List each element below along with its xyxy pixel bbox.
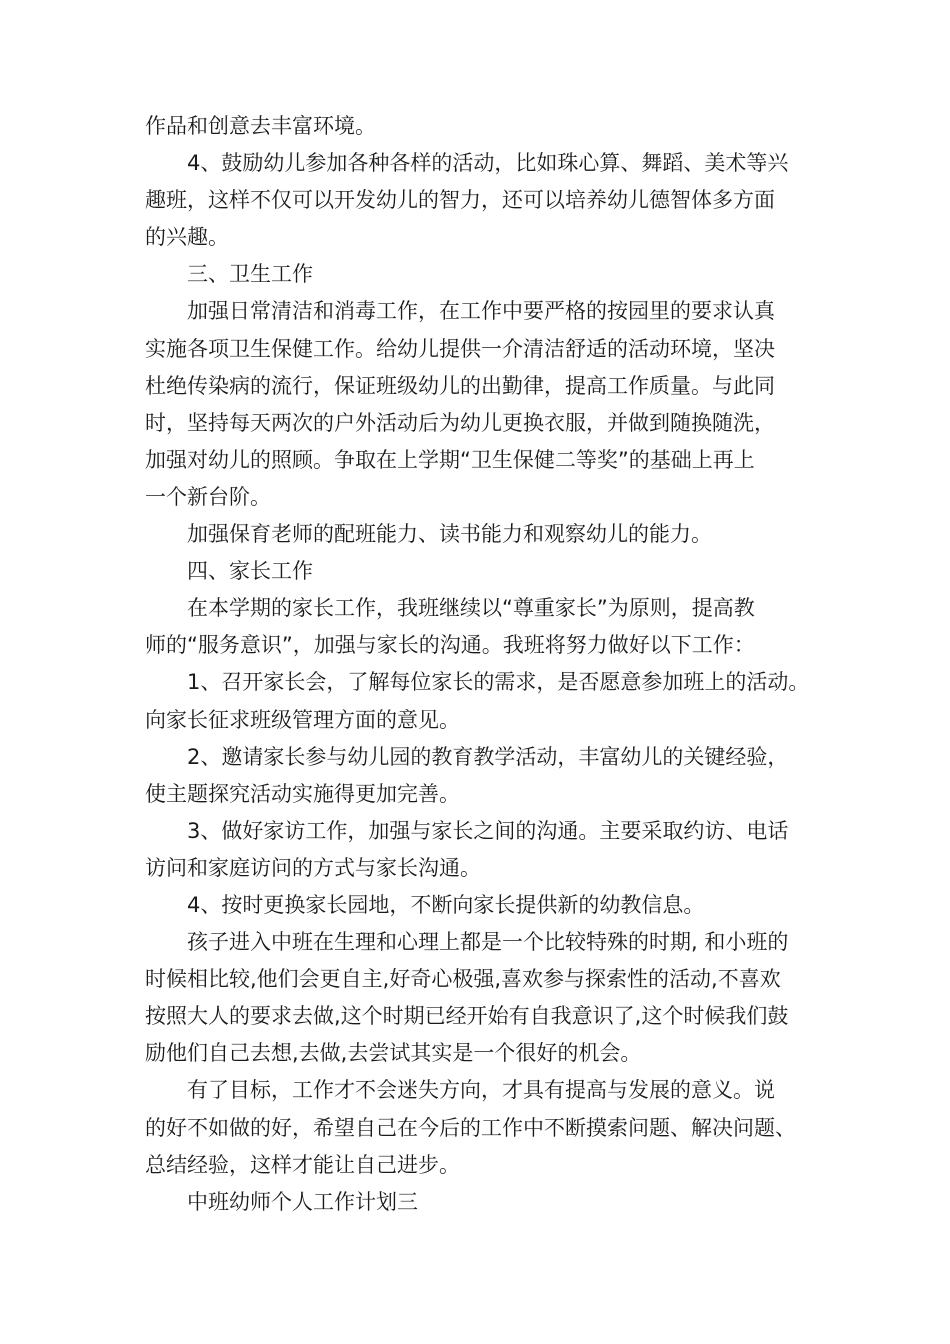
text-line: 杜绝传染病的流行，保证班级幼儿的出勤律，提高工作质量。与此同	[145, 373, 775, 398]
text-line: 使主题探究活动实施得更加完善。	[145, 781, 460, 806]
text-line: 师的“服务意识”，加强与家长的沟通。我班将努力做好以下工作：	[145, 633, 755, 658]
text-line: 加强对幼儿的照顾。争取在上学期“卫生保健二等奖”的基础上再上	[145, 447, 755, 472]
text-line: 加强保育老师的配班能力、读书能力和观察幼儿的能力。	[187, 522, 712, 547]
text-line: 励他们自己去想,去做,去尝试其实是一个很好的机会。	[145, 1041, 642, 1066]
text-line: 4、按时更换家长园地，不断向家长提供新的幼教信息。	[187, 892, 705, 917]
text-line: 1、召开家长会，了解每位家长的需求，是否愿意参加班上的活动。	[187, 670, 810, 695]
text-line: 2、邀请家长参与幼儿园的教育教学活动，丰富幼儿的关键经验，	[187, 744, 789, 769]
text-line: 时，坚持每天两次的户外活动后为幼儿更换衣服，并做到随换随洗，	[145, 410, 775, 435]
document-body	[145, 108, 815, 1221]
text-line: 四、家长工作	[187, 559, 313, 584]
text-line: 有了目标，工作才不会迷失方向，才具有提高与发展的意义。说	[187, 1078, 775, 1103]
text-line: 中班幼师个人工作计划三	[187, 1189, 418, 1214]
text-line: 总结经验，这样才能让自己进步。	[145, 1152, 460, 1177]
text-line: 的兴趣。	[145, 225, 229, 250]
text-line: 在本学期的家长工作，我班继续以“尊重家长”为原则，提高教	[187, 596, 755, 621]
text-line: 趣班，这样不仅可以开发幼儿的智力，还可以培养幼儿德智体多方面	[145, 188, 775, 213]
text-line: 3、做好家访工作，加强与家长之间的沟通。主要采取约访、电话	[187, 818, 789, 843]
text-line: 孩子进入中班在生理和心理上都是一个比较特殊的时期, 和小班的	[187, 930, 789, 955]
text-line: 向家长征求班级管理方面的意见。	[145, 707, 460, 732]
text-line: 按照大人的要求去做,这个时期已经开始有自我意识了,这个时候我们鼓	[145, 1004, 789, 1029]
text-line: 的好不如做的好，希望自己在今后的工作中不断摸索问题、解决问题、	[145, 1115, 796, 1140]
text-line: 加强日常清洁和消毒工作，在工作中要严格的按园里的要求认真	[187, 299, 775, 324]
text-line: 4、鼓励幼儿参加各种各样的活动，比如珠心算、舞蹈、美术等兴	[187, 151, 789, 176]
text-line: 时候相比较,他们会更自主,好奇心极强,喜欢参与探索性的活动,不喜欢	[145, 967, 781, 992]
text-line: 实施各项卫生保健工作。给幼儿提供一介清洁舒适的活动环境，坚决	[145, 336, 775, 361]
text-line: 三、卫生工作	[187, 262, 313, 287]
text-line: 访问和家庭访问的方式与家长沟通。	[145, 855, 481, 880]
text-line: 作品和创意去丰富环境。	[145, 114, 376, 138]
text-line: 一个新台阶。	[145, 484, 271, 509]
